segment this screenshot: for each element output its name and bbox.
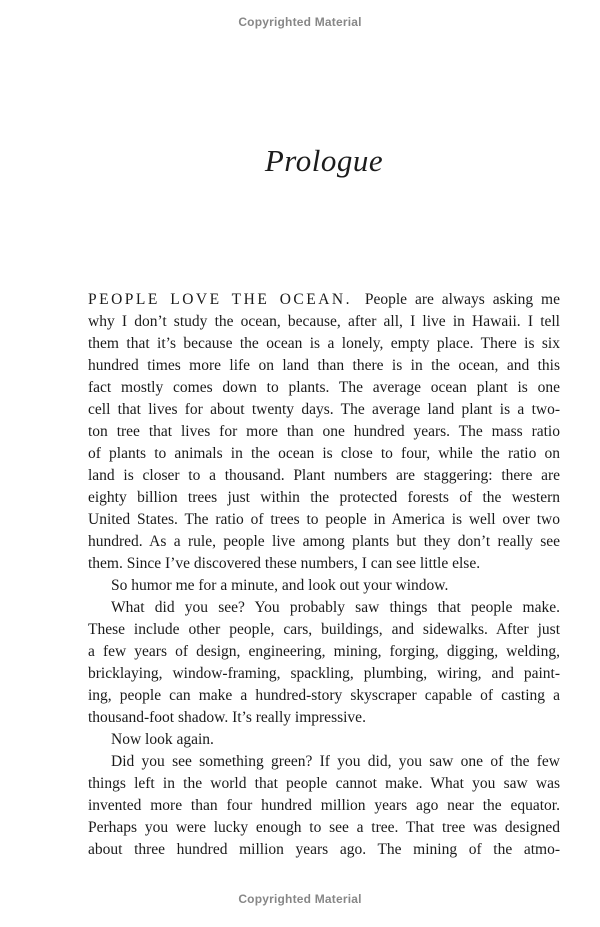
text-line: bricklaying, window-framing, spackling, plumbing, wiring, and paint-: [88, 665, 560, 682]
text-line: Did you see something green? If you did, you saw one of the few: [111, 753, 560, 770]
text-line: United States. The ratio of trees to people in America is well over two: [88, 511, 560, 528]
text-line: hundred times more life on land than there is in the ocean, and this: [88, 357, 560, 374]
chapter-title: Prologue: [264, 143, 384, 178]
copyright-notice-top: Copyrighted Material: [238, 15, 362, 29]
text-line: ton tree that lives for more than one hundred years. The mass ratio: [88, 423, 560, 440]
text-line: thousand-foot shadow. It’s really impressive.: [88, 709, 366, 726]
text-line: why I don’t study the ocean, because, after all, I live in Hawaii. I tell: [88, 313, 560, 330]
text-line: of plants to animals in the ocean is close to four, while the ratio on: [88, 445, 560, 462]
text-line: things left in the world that people cannot make. What you saw was: [88, 775, 560, 792]
text-line: land is closer to a thousand. Plant numbers are staggering: there are: [88, 467, 560, 484]
text-line: fact mostly comes down to plants. The average ocean plant is one: [88, 379, 560, 396]
text-line: Now look again.: [111, 731, 214, 748]
text-line: a few years of design, engineering, mining, forging, digging, welding,: [88, 643, 560, 660]
text-line: What did you see? You probably saw things that people make.: [111, 599, 560, 616]
text-line: them that it’s because the ocean is a lonely, empty place. There is six: [88, 335, 560, 352]
copyright-notice-bottom: Copyrighted Material: [238, 892, 362, 906]
text-line: PEOPLE LOVE THE OCEAN. People are always asking me: [88, 291, 560, 308]
opening-phrase: PEOPLE LOVE THE OCEAN.: [88, 291, 352, 308]
text-line: Perhaps you were lucky enough to see a tree. That tree was designed: [88, 819, 560, 836]
text-line: cell that lives for about twenty days. The average land plant is a two-: [88, 401, 560, 418]
text-line: hundred. As a rule, people live among plants but they don’t really see: [88, 533, 560, 550]
text-line: them. Since I’ve discovered these numbers, I can see little else.: [88, 555, 481, 572]
text-line: eighty billion trees just within the protected forests of the western: [88, 489, 560, 506]
text-line: These include other people, cars, buildings, and sidewalks. After just: [88, 621, 560, 638]
text-line: invented more than four hundred million years ago near the equator.: [88, 797, 560, 814]
text-line: ing, people can make a hundred-story skyscraper capable of casting a: [88, 687, 560, 704]
text-line: about three hundred million years ago. The mining of the atmo-: [88, 841, 560, 858]
body-text: [88, 289, 560, 861]
text-line: So humor me for a minute, and look out your window.: [111, 577, 449, 594]
